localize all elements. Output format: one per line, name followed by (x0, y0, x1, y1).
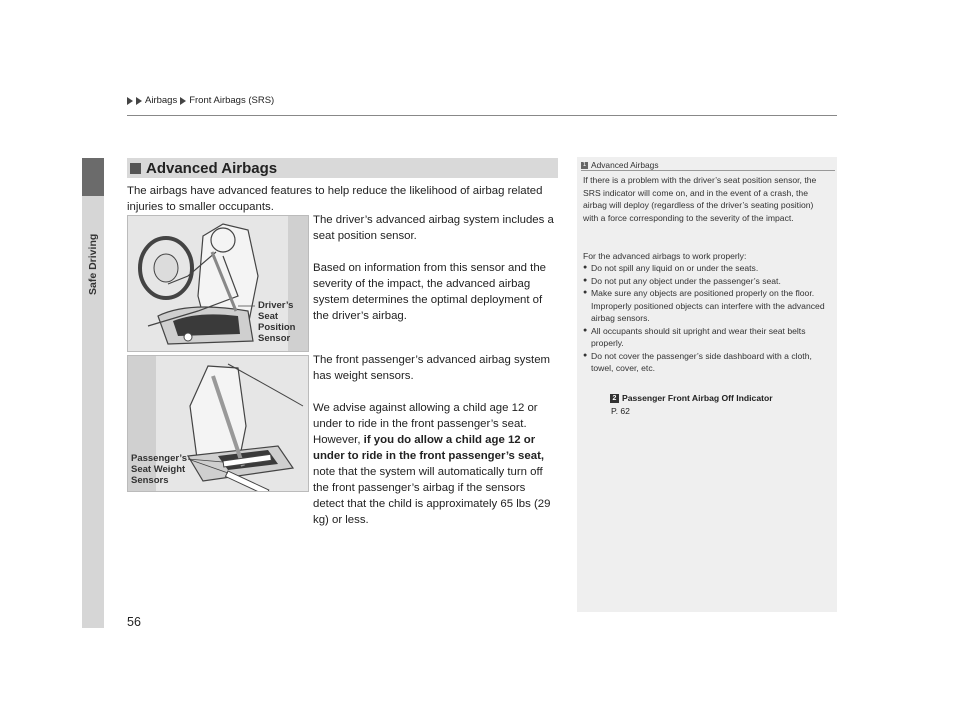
side-note-para1: If there is a problem with the driver’s seat position sensor, the SRS indicator will come on, and in the event of a crash, the airbag will deploy (regardless of the driver’s seating position) with a force corresponding to the severity of the impact. (583, 175, 817, 223)
driver-seat-figure (127, 215, 309, 352)
cross-reference-link[interactable] (610, 392, 773, 417)
breadcrumb (127, 95, 274, 106)
driver-paragraph-1: The driver’s advanced airbag system includes a seat position sensor. (313, 214, 554, 242)
side-note-title: Advanced Airbags (591, 160, 659, 170)
breadcrumb-arrow-icon (127, 97, 133, 105)
section-heading (127, 158, 558, 178)
breadcrumb-level2-link[interactable]: Front Airbags (SRS) (189, 95, 275, 106)
section-tab-marker (82, 158, 104, 196)
side-tab-label: Safe Driving (87, 233, 99, 295)
passenger-paragraph-1: The front passenger’s advanced airbag system has weight sensors. (313, 354, 551, 382)
section-title: Advanced Airbags (146, 159, 278, 177)
section-square-icon (130, 163, 141, 174)
driver-sensor-label: Driver’s Seat Position Sensor (258, 300, 296, 344)
driver-paragraph-2: Based on information from this sensor and the severity of the impact, the advanced airbag system determines the optimal deployment of the driver’s airbag. (313, 262, 547, 322)
child-warning-bold: if you do allow a child age 12 or under to ride in the front passenger’s seat, (313, 434, 545, 462)
list-item: ● Do not put any object under the passenger’s seat. (583, 275, 831, 288)
list-item: ● Make sure any objects are positioned properly on the floor. Improperly positioned objects can interfere with the advanced airbag sensors. (583, 287, 831, 325)
side-note-para2: For the advanced airbags to work properly: (583, 251, 747, 261)
breadcrumb-arrow-icon (136, 97, 142, 105)
cross-reference-title: Passenger Front Airbag Off Indicator (622, 393, 773, 403)
intro-paragraph: The airbags have advanced features to help reduce the likelihood of airbag related injuries to smaller occupants. (127, 185, 543, 213)
cross-reference-arrow-icon: 2 (610, 394, 619, 403)
breadcrumb-arrow-icon (180, 97, 186, 105)
side-note-heading (581, 160, 659, 170)
list-item: ● Do not cover the passenger’s side dashboard with a cloth, towel, cover, etc. (583, 350, 831, 375)
header-divider (127, 115, 837, 116)
list-item: ● All occupants should sit upright and wear their seat belts properly. (583, 325, 831, 350)
side-note-panel (577, 157, 837, 612)
page-number: 56 (127, 615, 141, 629)
breadcrumb-level1-link[interactable]: Airbags (145, 95, 178, 106)
cross-reference-page: P. 62 (611, 405, 630, 416)
list-item: ● Do not spill any liquid on or under the seats. (583, 262, 831, 275)
passenger-seat-figure (127, 355, 309, 492)
side-note-divider (581, 170, 835, 171)
passenger-sensor-label: Passenger’s Seat Weight Sensors (131, 453, 187, 486)
note-marker-icon: 1 (582, 161, 587, 168)
side-note-bullets (583, 262, 831, 375)
passenger-paragraph-2: We advise against allowing a child age 12 or under to ride in the front passenger’s seat. However, if you do allow a child age 12 or under to ride in the front passenger’s seat, note that the system will automatically turn off the front passenger’s airbag if the sensors detect that the child is approximately 65 lbs (29 kg) or less. (313, 402, 551, 526)
